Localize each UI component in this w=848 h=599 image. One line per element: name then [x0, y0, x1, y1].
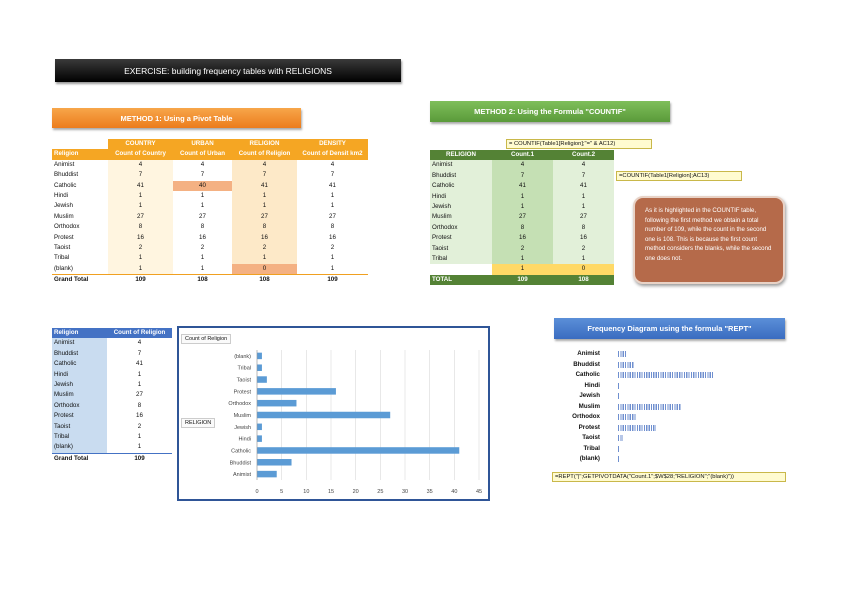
frequency-label: Orthodox — [572, 413, 600, 420]
table-cell[interactable]: 41 — [232, 181, 297, 191]
x-tick-label: 5 — [280, 489, 284, 495]
table-cell[interactable]: 27 — [108, 212, 173, 222]
table-cell[interactable]: 1 — [297, 191, 368, 201]
table-cell[interactable]: 4 — [173, 160, 232, 170]
row-label[interactable]: Protest — [52, 411, 107, 421]
table-row — [52, 359, 172, 369]
row-label[interactable]: Muslim — [430, 212, 492, 222]
countif-note-text: As it is highlighted in the COUNTIF table, following the first method we obtain a total number of 109, while the count in the second one is 108. This is because the first count method considers the blanks, while the second one does not. — [645, 207, 772, 262]
rept-formula[interactable]: =REPT("|";GETPIVOTDATA("Count.1";$W$28;"RELIGION";"(blank)")) — [552, 472, 786, 482]
method1-pivot-table — [52, 139, 368, 286]
table-cell[interactable]: 1 — [492, 254, 553, 264]
table-row — [52, 160, 368, 170]
bar-taoist[interactable] — [257, 376, 267, 383]
x-tick-label: 15 — [327, 489, 335, 495]
bar-jewish[interactable] — [257, 424, 262, 431]
table-cell[interactable]: 1 — [108, 191, 173, 201]
total-cell[interactable]: TOTAL — [430, 275, 492, 285]
table-cell[interactable]: 1 — [232, 253, 297, 263]
rp-col-header[interactable]: Religion — [52, 328, 107, 338]
table-cell[interactable]: 1 — [173, 201, 232, 211]
frequency-bar — [618, 425, 656, 431]
frequency-bar — [618, 435, 623, 441]
row-label[interactable]: Animist — [52, 160, 108, 170]
row-label[interactable]: Animist — [52, 338, 107, 348]
chart-title: Count of Religion — [185, 336, 228, 342]
frequency-label: Protest — [578, 423, 600, 431]
row-label[interactable]: Jewish — [52, 201, 108, 211]
row-label[interactable]: Bhuddist — [430, 171, 492, 181]
table-cell[interactable]: 1 — [492, 264, 553, 274]
bar-hindi[interactable] — [257, 435, 262, 442]
table-row — [430, 212, 614, 222]
table-row — [52, 222, 368, 232]
bar-blank[interactable] — [257, 353, 262, 360]
table-cell[interactable]: 2 — [232, 243, 297, 253]
frequency-bar-marks — [618, 435, 623, 441]
row-label[interactable]: Catholic — [430, 181, 492, 191]
table-cell[interactable]: 7 — [173, 170, 232, 180]
table-cell[interactable]: 8 — [173, 222, 232, 232]
frequency-label: Bhuddist — [573, 360, 600, 368]
table-cell[interactable]: 1 — [108, 201, 173, 211]
table-cell[interactable]: 1 — [108, 253, 173, 263]
table-row — [52, 411, 172, 421]
religion-chart-frame[interactable] — [177, 326, 490, 501]
row-label[interactable]: Tribal — [52, 432, 107, 442]
table-cell[interactable]: 8 — [232, 222, 297, 232]
row-label[interactable]: Muslim — [52, 212, 108, 222]
row-label[interactable]: (blank) — [52, 264, 108, 275]
method2-title — [430, 101, 670, 122]
table-cell[interactable]: 2 — [137, 422, 142, 430]
x-tick-label: 30 — [401, 489, 409, 495]
table-row — [430, 202, 614, 212]
table-cell[interactable]: 2 — [108, 243, 173, 253]
table-row — [52, 370, 172, 380]
table-row — [52, 338, 172, 348]
frequency-title-text: Frequency Diagram using the formula "REPT" — [587, 324, 752, 333]
frequency-bar-marks — [618, 372, 714, 378]
frequency-label: Tribal — [583, 444, 600, 452]
grand-total-cell[interactable]: 108 — [173, 275, 232, 286]
grand-total-cell[interactable]: 109 — [297, 275, 368, 286]
table-cell[interactable]: 2 — [553, 244, 614, 254]
m1-col-header[interactable] — [52, 139, 108, 149]
table-cell[interactable]: 1 — [553, 192, 614, 202]
category-label: Tribal — [237, 365, 251, 372]
table-cell[interactable]: 16 — [232, 233, 297, 243]
method2-title-text: METHOD 2: Using the Formula "COUNTIF" — [474, 107, 626, 116]
m2-col-header[interactable]: RELIGION — [430, 150, 492, 160]
table-cell[interactable]: 1 — [173, 253, 232, 263]
table-row — [52, 349, 172, 359]
m1-col-header[interactable]: RELIGION — [232, 139, 297, 149]
table-cell[interactable]: 7 — [553, 171, 614, 181]
m1-sub-header[interactable]: Count of Country — [108, 149, 173, 159]
table-row — [52, 264, 368, 275]
table-row — [52, 442, 172, 453]
table-cell[interactable]: 27 — [136, 391, 143, 399]
chart-ylabel: RELIGION — [185, 420, 212, 426]
x-tick-label: 10 — [303, 489, 310, 495]
frequency-bar — [618, 414, 637, 420]
table-cell[interactable]: 7 — [108, 170, 173, 180]
countif-formula-top[interactable]: = COUNTIF(Table1[Religion];"=" & AC12) — [506, 139, 652, 149]
table-cell[interactable]: 27 — [297, 212, 368, 222]
row-label[interactable]: Catholic — [52, 359, 107, 369]
method1-title — [52, 108, 301, 128]
table-cell[interactable]: 1 — [297, 264, 368, 275]
row-label[interactable]: Muslim — [52, 390, 107, 400]
x-tick-label: 45 — [475, 489, 483, 495]
row-label[interactable]: Animist — [430, 160, 492, 170]
table-cell[interactable]: 4 — [232, 160, 297, 170]
table-cell[interactable]: 1 — [137, 443, 142, 451]
table-row — [430, 160, 614, 170]
frequency-bar — [618, 393, 620, 399]
table-cell[interactable]: 8 — [553, 223, 614, 233]
x-tick-label: 20 — [352, 489, 359, 495]
m1-sub-header[interactable]: Count of Urban — [173, 149, 232, 159]
grand-total-cell[interactable]: 108 — [232, 275, 297, 286]
table-cell[interactable]: 7 — [297, 170, 368, 180]
table-row — [52, 212, 368, 222]
table-row — [52, 422, 172, 432]
category-label: Protest — [233, 389, 251, 396]
total-cell[interactable]: 108 — [553, 275, 614, 285]
frequency-label: (blank) — [579, 455, 600, 462]
table-cell[interactable]: 4 — [108, 160, 173, 170]
frequency-bar-marks — [618, 351, 627, 357]
table-cell[interactable]: 16 — [136, 412, 143, 420]
m1-col-header[interactable]: COUNTRY — [108, 139, 173, 149]
m2-col-header[interactable]: Count.2 — [553, 150, 614, 160]
rp-grand-total-row — [52, 453, 172, 464]
table-cell[interactable]: 16 — [173, 233, 232, 243]
table-cell[interactable]: 8 — [108, 222, 173, 232]
frequency-bar-marks — [618, 383, 620, 389]
method2-countif-table — [430, 150, 614, 285]
x-tick-label: 25 — [377, 489, 384, 495]
table-row — [52, 191, 368, 201]
table-cell[interactable]: 27 — [232, 212, 297, 222]
m1-grand-total-row — [52, 275, 368, 286]
bar-muslim[interactable] — [257, 412, 390, 419]
table-row — [430, 192, 614, 202]
table-cell[interactable]: 2 — [492, 244, 553, 254]
exercise-title — [55, 59, 401, 82]
row-label[interactable]: Jewish — [430, 202, 492, 212]
frequency-bar-marks — [618, 414, 637, 420]
grand-total-cell[interactable]: 109 — [107, 453, 172, 464]
row-label[interactable]: Bhuddist — [52, 170, 108, 180]
table-cell[interactable]: 1 — [297, 201, 368, 211]
frequency-title — [554, 318, 785, 339]
grand-total-cell[interactable]: 109 — [108, 275, 173, 286]
table-row — [430, 223, 614, 233]
row-label[interactable]: Jewish — [52, 380, 107, 390]
table-cell[interactable]: 1 — [232, 191, 297, 201]
table-cell[interactable]: 4 — [137, 339, 142, 347]
frequency-bar-marks — [618, 425, 656, 431]
religion-pivot-table — [52, 328, 172, 464]
table-cell[interactable]: 16 — [108, 233, 173, 243]
table-cell[interactable]: 0 — [553, 264, 614, 274]
table-cell[interactable]: 16 — [492, 233, 553, 243]
bar-catholic[interactable] — [257, 447, 459, 454]
row-label[interactable]: Tribal — [430, 254, 492, 264]
countif-formula-side[interactable]: =COUNTIF(Table1[Religion];AC13) — [616, 171, 742, 181]
m1-header-row — [52, 139, 368, 149]
table-cell[interactable]: 0 — [232, 264, 297, 275]
m2-header-row — [430, 150, 614, 160]
exercise-title-text: EXERCISE: building frequency tables with RELIGIONS — [124, 65, 332, 76]
table-cell[interactable]: 16 — [297, 233, 368, 243]
row-label[interactable]: Orthodox — [430, 223, 492, 233]
frequency-bar — [618, 404, 681, 410]
m1-sub-header[interactable]: Count of Religion — [232, 149, 297, 159]
row-label[interactable]: Orthodox — [52, 222, 108, 232]
row-label[interactable]: Hindi — [52, 370, 107, 380]
frequency-bar-marks — [618, 446, 620, 452]
table-row — [430, 171, 614, 181]
table-row — [52, 380, 172, 390]
table-cell[interactable]: 1 — [492, 192, 553, 202]
frequency-label: Taoist — [582, 434, 600, 441]
table-cell[interactable]: 1 — [297, 253, 368, 263]
category-label: (blank) — [234, 353, 251, 360]
category-label: Catholic — [231, 448, 251, 455]
category-label: Taoist — [236, 377, 251, 384]
total-cell[interactable]: 109 — [492, 275, 553, 285]
table-cell[interactable]: 4 — [297, 160, 368, 170]
m1-sub-header[interactable]: Count of Densit km2 — [297, 149, 368, 159]
table-cell[interactable]: 1 — [553, 202, 614, 212]
table-cell[interactable]: 1 — [173, 264, 232, 275]
row-label[interactable]: Taoist — [430, 244, 492, 254]
row-label[interactable]: Taoist — [52, 243, 108, 253]
table-row — [52, 201, 368, 211]
row-label[interactable]: Taoist — [52, 422, 107, 432]
frequency-bar — [618, 351, 627, 357]
table-row — [430, 233, 614, 243]
bar-protest[interactable] — [257, 388, 336, 395]
frequency-bar-marks — [618, 362, 634, 368]
frequency-bar-marks — [618, 456, 620, 462]
table-cell[interactable]: 41 — [492, 181, 553, 191]
row-label[interactable]: (blank) — [52, 442, 107, 453]
table-cell[interactable]: 7 — [232, 170, 297, 180]
table-cell[interactable]: 41 — [553, 181, 614, 191]
table-cell[interactable]: 1 — [232, 201, 297, 211]
frequency-label: Animist — [577, 350, 600, 357]
table-row — [52, 432, 172, 442]
countif-note-box — [633, 196, 785, 284]
category-label: Hindi — [238, 436, 251, 443]
table-cell[interactable]: 1 — [137, 433, 142, 441]
table-cell[interactable]: 4 — [492, 160, 553, 170]
table-cell[interactable]: 27 — [492, 212, 553, 222]
row-label[interactable]: Hindi — [430, 192, 492, 202]
table-cell[interactable]: 4 — [553, 160, 614, 170]
table-cell[interactable]: 8 — [137, 401, 142, 409]
table-cell[interactable]: 1 — [137, 370, 142, 378]
frequency-bar-marks — [618, 393, 620, 399]
table-row — [430, 181, 614, 191]
frequency-bar — [618, 383, 620, 389]
frequency-bar — [618, 456, 620, 462]
row-label[interactable] — [430, 264, 492, 274]
frequency-bar — [618, 362, 634, 368]
grand-total-cell[interactable]: Grand Total — [52, 275, 108, 286]
table-row — [430, 264, 614, 274]
x-tick-label: 0 — [255, 489, 259, 495]
m2-total-row — [430, 275, 614, 285]
bar-animist[interactable] — [257, 471, 277, 478]
table-cell[interactable]: 1 — [137, 381, 142, 389]
x-tick-label: 40 — [451, 489, 458, 495]
table-cell[interactable]: 7 — [137, 349, 142, 357]
row-label[interactable]: Orthodox — [52, 401, 107, 411]
table-cell[interactable]: 27 — [173, 212, 232, 222]
category-label: Muslim — [233, 413, 251, 419]
table-cell[interactable]: 7 — [492, 171, 553, 181]
m1-sub-header[interactable]: Religion — [52, 149, 108, 159]
table-row — [52, 181, 368, 191]
table-row — [430, 244, 614, 254]
category-label: Animist — [232, 472, 251, 479]
row-label[interactable]: Tribal — [52, 253, 108, 263]
category-label: Orthodox — [228, 401, 251, 408]
category-label: Bhuddist — [229, 460, 251, 467]
m1-col-header[interactable]: DENSITY — [297, 139, 368, 149]
row-label[interactable]: Bhuddist — [52, 349, 107, 359]
method1-title-text: METHOD 1: Using a Pivot Table — [120, 113, 233, 123]
table-cell[interactable]: 2 — [173, 243, 232, 253]
table-row — [52, 401, 172, 411]
table-cell[interactable]: 41 — [108, 181, 173, 191]
bar-orthodox[interactable] — [257, 400, 296, 407]
m1-col-header[interactable]: URBAN — [173, 139, 232, 149]
x-tick-label: 35 — [426, 489, 433, 495]
rp-col-header[interactable]: Count of Religion — [107, 328, 172, 338]
row-label[interactable]: Catholic — [52, 181, 108, 191]
bar-bhuddist[interactable] — [257, 459, 292, 466]
frequency-label: Catholic — [575, 371, 600, 378]
frequency-bar — [618, 372, 714, 378]
category-label: Jewish — [234, 424, 251, 431]
rp-header-row — [52, 328, 172, 338]
table-row — [52, 233, 368, 243]
row-label[interactable]: Protest — [430, 233, 492, 243]
table-cell[interactable]: 1 — [108, 264, 173, 275]
bar-tribal[interactable] — [257, 364, 262, 371]
table-cell[interactable]: 27 — [553, 212, 614, 222]
frequency-label: Hindi — [584, 381, 600, 389]
table-row — [52, 390, 172, 400]
frequency-bar — [618, 446, 620, 452]
row-label[interactable]: Protest — [52, 233, 108, 243]
m2-col-header[interactable]: Count.1 — [492, 150, 553, 160]
table-row — [430, 254, 614, 264]
table-cell[interactable]: 8 — [297, 222, 368, 232]
table-cell[interactable]: 2 — [297, 243, 368, 253]
table-row — [52, 243, 368, 253]
row-label[interactable]: Hindi — [52, 191, 108, 201]
table-cell[interactable]: 16 — [553, 233, 614, 243]
frequency-label: Jewish — [579, 392, 600, 399]
table-cell[interactable]: 1 — [173, 191, 232, 201]
table-row — [52, 253, 368, 263]
table-cell[interactable]: 1 — [492, 202, 553, 212]
m1-subheader-row — [52, 149, 368, 159]
table-cell[interactable]: 8 — [492, 223, 553, 233]
religion-bar-chart — [179, 328, 488, 499]
table-cell[interactable]: 1 — [553, 254, 614, 264]
table-cell[interactable]: 41 — [136, 360, 143, 368]
table-cell[interactable]: 41 — [297, 181, 368, 191]
table-row — [52, 170, 368, 180]
frequency-label: Muslim — [578, 402, 600, 410]
table-cell[interactable]: 40 — [173, 181, 232, 191]
frequency-bar-marks — [618, 404, 681, 410]
grand-total-cell[interactable]: Grand Total — [52, 453, 107, 464]
